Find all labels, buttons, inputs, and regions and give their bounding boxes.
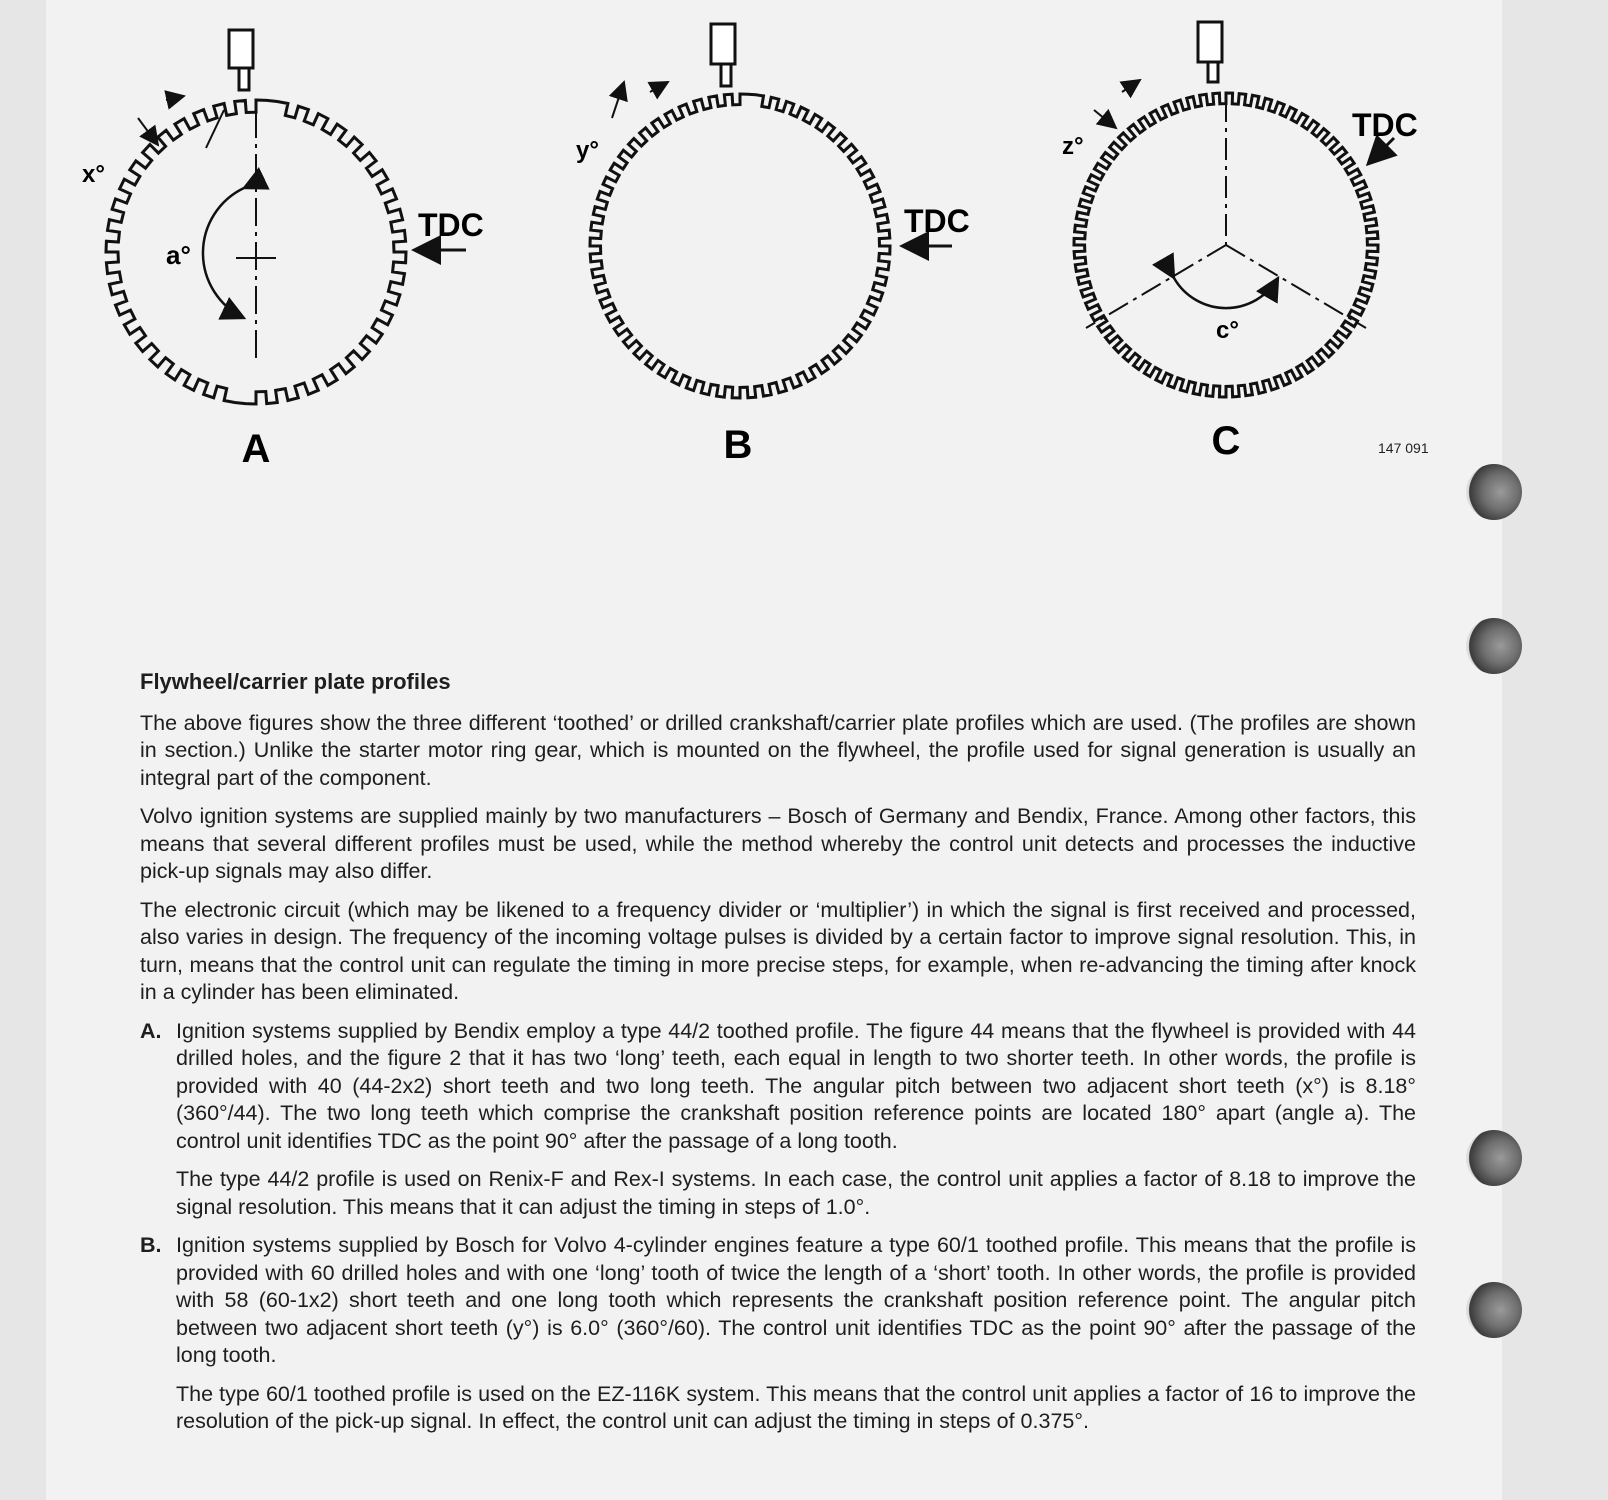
profile-b-pickup-icon bbox=[711, 24, 735, 64]
profile-a-angle-label: a° bbox=[166, 240, 191, 270]
list-item-text: Ignition systems supplied by Bendix employ a type 44/2 toothed profile. The figure 44 means that the flywheel is provided with 44 drilled holes, and the figure 2 that it has two ‘long’ teeth, each equal in length to two shorter teeth. In other words, the profile is provided with 40 (44-2x2) short teeth and two long teeth. The angular pitch between two adjacent short teeth (x°) is 8.18° (360°/44). The two long teeth which comprise the crankshaft position reference points are located 180° apart (angle a). The control unit identifies TDC as the point 90° after the passage of a long tooth. bbox=[176, 1018, 1416, 1153]
profile-b-wheel bbox=[590, 24, 952, 398]
profile-figure bbox=[46, 0, 1502, 560]
list-item-text: Ignition systems supplied by Bosch for Volvo 4-cylinder engines feature a type 60/1 toothed profile. This means that the profile is provided with 60 drilled holes and with one ‘long’ tooth of twice the length of a ‘short’ tooth. In other words, the profile is provided with 58 (60-1x2) short teeth and one long tooth which represents the crankshaft position reference point. The angular pitch between two adjacent short teeth (y°) is 6.0° (360°/60). The control unit identifies TDC as the point 90° after the passage of the long tooth. bbox=[176, 1233, 1416, 1367]
profile-a-letter: A bbox=[241, 427, 271, 471]
paragraph: The above figures show the three different ‘toothed’ or drilled crankshaft/carrier plate profiles which are used. (The profiles are shown in section.) Unlike the starter motor ring gear, which is mounted on the flywheel, the profile used for signal generation is usually an integral part of the component. bbox=[140, 710, 1416, 790]
profile-diagram bbox=[46, 0, 1502, 560]
list-item-a bbox=[140, 1018, 1416, 1156]
paragraph: Volvo ignition systems are supplied mainly by two manufacturers – Bosch of Germany and Bendix, France. Among other factors, this means that several different profiles must be used, while the method whereby the control unit detects and processes the inductive pick-up signals may also differ. bbox=[140, 804, 1416, 883]
list-item-note: The type 44/2 profile is used on Renix-F and Rex-I systems. In each case, the control unit applies a factor of 8.18 to improve the signal resolution. This means that it can adjust the timing in steps of 1.0°. bbox=[176, 1167, 1416, 1219]
section-heading: Flywheel/carrier plate profiles bbox=[140, 669, 451, 694]
profile-b-letter: B bbox=[723, 423, 753, 467]
body-text bbox=[140, 668, 1416, 1447]
paragraph: The electronic circuit (which may be likened to a frequency divider or ‘multiplier’) in which the signal is first received and processed, also varies in design. The frequency of the incoming voltage pulses is divided by a certain factor to improve signal resolution. This, in turn, means that the control unit can regulate the timing in more precise steps, for example, when re-advancing the timing after knock in a cylinder has been eliminated. bbox=[140, 897, 1416, 1004]
profile-b-pitch-label: y° bbox=[576, 137, 599, 164]
binder-hole bbox=[1466, 618, 1522, 674]
profile-a-pickup-icon bbox=[229, 30, 253, 68]
profile-c-tdc-label: TDC bbox=[1352, 107, 1418, 143]
profile-c-pitch-label: z° bbox=[1062, 133, 1084, 160]
binder-hole bbox=[1466, 464, 1522, 520]
figure-reference-number: 147 091 bbox=[1378, 440, 1429, 456]
profile-a-wheel bbox=[106, 30, 466, 404]
list-item-note: The type 60/1 toothed profile is used on the EZ-116K system. This means that the control unit applies a factor of 16 to improve the resolution of the pick-up signal. In effect, the control unit can adjust the timing in steps of 0.375°. bbox=[176, 1381, 1416, 1433]
list-item-b bbox=[140, 1232, 1416, 1370]
binder-hole bbox=[1466, 1130, 1522, 1186]
list-letter: B. bbox=[140, 1233, 162, 1257]
profile-c-letter: C bbox=[1211, 419, 1241, 463]
profile-a-pitch-label: x° bbox=[82, 161, 105, 188]
profile-c-angle-label: c° bbox=[1216, 317, 1239, 344]
binder-hole bbox=[1466, 1282, 1522, 1338]
list-letter: A. bbox=[140, 1018, 162, 1043]
profile-c-pickup-icon bbox=[1198, 22, 1222, 62]
profile-b-tdc-label: TDC bbox=[904, 203, 970, 239]
profile-a-tdc-label: TDC bbox=[418, 207, 484, 243]
